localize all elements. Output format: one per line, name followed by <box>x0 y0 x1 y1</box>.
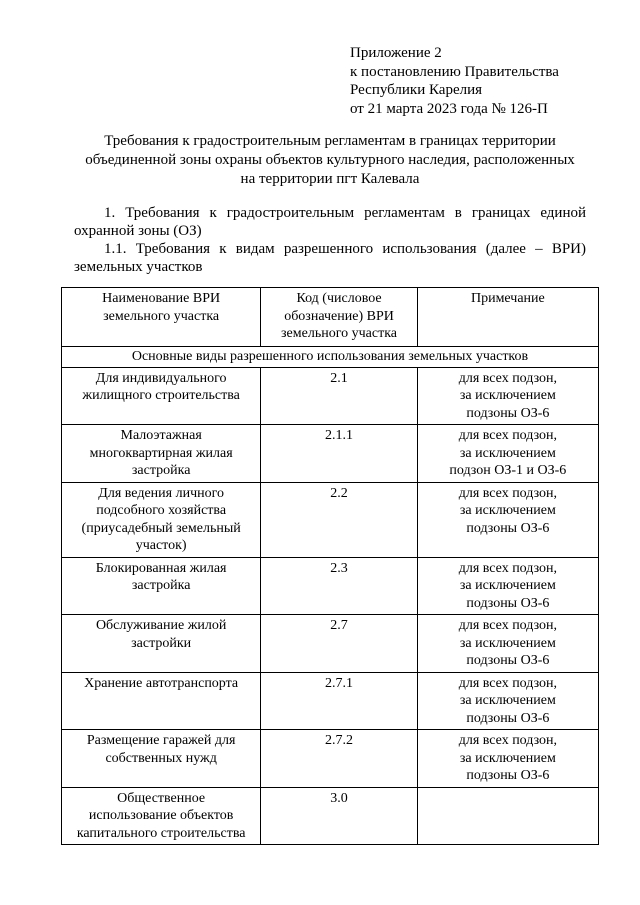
vri-name-line: Для ведения личного <box>98 485 224 501</box>
table-row <box>62 672 599 730</box>
vri-name-line: (приусадебный земельный <box>81 520 241 536</box>
note-cell <box>417 425 598 483</box>
vri-name-line: жилищного строительства <box>82 388 240 403</box>
paragraph-1 <box>74 204 586 240</box>
note-line: подзоны ОЗ-6 <box>466 520 550 536</box>
header-code-cell <box>261 288 417 347</box>
title-line: Требования к градостроительным регламентам в границах территории <box>104 133 556 149</box>
note-line: подзоны ОЗ-6 <box>466 595 550 611</box>
note-line: подзоны ОЗ-6 <box>466 653 550 668</box>
vri-name-line: использование объектов <box>88 808 234 823</box>
note-line: для всех подзон, <box>458 428 558 443</box>
note-cell <box>417 672 598 730</box>
header-text: Код (числовое <box>296 291 382 306</box>
appendix-line: к постановлению Правительства <box>350 63 559 80</box>
header-text: Наименование ВРИ <box>102 291 221 306</box>
vri-code: 2.2 <box>330 485 348 501</box>
vri-name-cell <box>62 672 261 730</box>
vri-name-line: Для индивидуального <box>95 370 227 386</box>
section-row <box>62 347 599 368</box>
note-line: подзоны ОЗ-6 <box>466 405 550 421</box>
vri-name-cell <box>62 482 261 557</box>
table-row <box>62 425 599 483</box>
vri-code-cell <box>261 672 417 730</box>
note-line: за исключением <box>459 578 556 593</box>
vri-code: 2.1.1 <box>325 428 354 443</box>
note-line: за исключением <box>459 388 556 403</box>
note-cell <box>417 367 598 425</box>
vri-code: 3.0 <box>330 790 348 806</box>
vri-name-line: Общественное <box>117 790 206 806</box>
note-line: для всех подзон, <box>458 733 558 748</box>
vri-name-cell <box>62 730 261 788</box>
note-line: за исключением <box>459 445 556 461</box>
header-name-cell <box>62 288 261 347</box>
header-text: земельного участка <box>281 326 397 341</box>
note-cell <box>417 482 598 557</box>
appendix-line: Приложение 2 <box>350 45 442 61</box>
table-row <box>62 730 599 788</box>
vri-name-cell <box>62 367 261 425</box>
vri-name-line: Блокированная жилая <box>95 560 227 576</box>
note-cell <box>417 787 598 845</box>
header-note-cell <box>417 288 598 347</box>
note-line: подзон ОЗ-1 и ОЗ-6 <box>449 463 567 478</box>
vri-name-cell <box>62 615 261 673</box>
vri-name-line: застройка <box>131 463 191 478</box>
appendix-line: от 21 марта 2023 года № 126-П <box>350 100 548 117</box>
vri-code-cell <box>261 557 417 615</box>
vri-name-cell <box>62 557 261 615</box>
table-row <box>62 615 599 673</box>
note-line: за исключением <box>459 693 556 708</box>
paragraph-line: охранной зоны (ОЗ) <box>74 223 202 239</box>
vri-code: 2.7.1 <box>325 675 354 691</box>
appendix-block <box>350 44 559 118</box>
vri-name-line: Хранение автотранспорта <box>84 675 239 691</box>
vri-name-line: участок) <box>135 538 187 553</box>
header-text: Примечание <box>470 291 545 306</box>
vri-code-cell <box>261 482 417 557</box>
note-cell <box>417 730 598 788</box>
vri-name-line: многоквартирная жилая <box>89 445 233 461</box>
note-line: за исключением <box>459 635 556 651</box>
vri-code: 2.1 <box>330 370 348 386</box>
vri-name-cell <box>62 425 261 483</box>
vri-code: 2.3 <box>330 560 348 576</box>
note-line: за исключением <box>459 750 556 766</box>
regulations-table <box>61 287 599 845</box>
table-row <box>62 787 599 845</box>
vri-code: 2.7 <box>330 618 348 633</box>
vri-name-line: Размещение гаражей для <box>86 733 236 748</box>
appendix-line: Республики Карелия <box>350 82 483 98</box>
vri-name-cell <box>62 787 261 845</box>
vri-name-line: подсобного хозяйства <box>96 503 227 518</box>
note-line: для всех подзон, <box>458 675 558 691</box>
vri-name-line: застройки <box>131 635 192 651</box>
title-line: на территории пгт Калевала <box>240 171 420 187</box>
vri-name-line: Малоэтажная <box>120 428 202 443</box>
vri-code-cell <box>261 425 417 483</box>
note-line: подзоны ОЗ-6 <box>466 710 550 726</box>
note-cell <box>417 615 598 673</box>
paragraph-line: земельных участков <box>74 259 203 275</box>
vri-code: 2.7.2 <box>325 733 354 748</box>
note-line: для всех подзон, <box>458 370 558 386</box>
title-line: объединенной зоны охраны объектов культурного наследия, расположенных <box>85 152 575 168</box>
note-cell <box>417 557 598 615</box>
vri-name-line: Обслуживание жилой <box>95 618 227 633</box>
vri-code-cell <box>261 367 417 425</box>
paragraph-line: 1.1. Требования к видам разрешенного использования (далее – ВРИ) <box>104 241 586 257</box>
vri-code-cell <box>261 615 417 673</box>
table-row <box>62 557 599 615</box>
table-row <box>62 367 599 425</box>
vri-code-cell <box>261 787 417 845</box>
paragraph-line: 1. Требования к градостроительным регламентам в границах единой <box>104 205 586 221</box>
header-text: обозначение) ВРИ <box>284 308 394 324</box>
note-line: за исключением <box>459 503 556 518</box>
note-line: для всех подзон, <box>458 618 558 633</box>
paragraph-1-1 <box>74 240 586 276</box>
table-header-row <box>62 288 599 347</box>
header-text: земельного участка <box>103 308 220 324</box>
vri-name-line: застройка <box>131 578 191 593</box>
vri-name-line: собственных нужд <box>105 750 217 766</box>
vri-name-line: капитального строительства <box>76 825 246 841</box>
note-line: для всех подзон, <box>458 560 558 576</box>
table-row <box>62 482 599 557</box>
note-line: для всех подзон, <box>458 485 558 501</box>
note-line: подзоны ОЗ-6 <box>466 768 550 783</box>
vri-code-cell <box>261 730 417 788</box>
document-title <box>60 132 600 189</box>
section-title: Основные виды разрешенного использования земельных участков <box>62 347 599 368</box>
